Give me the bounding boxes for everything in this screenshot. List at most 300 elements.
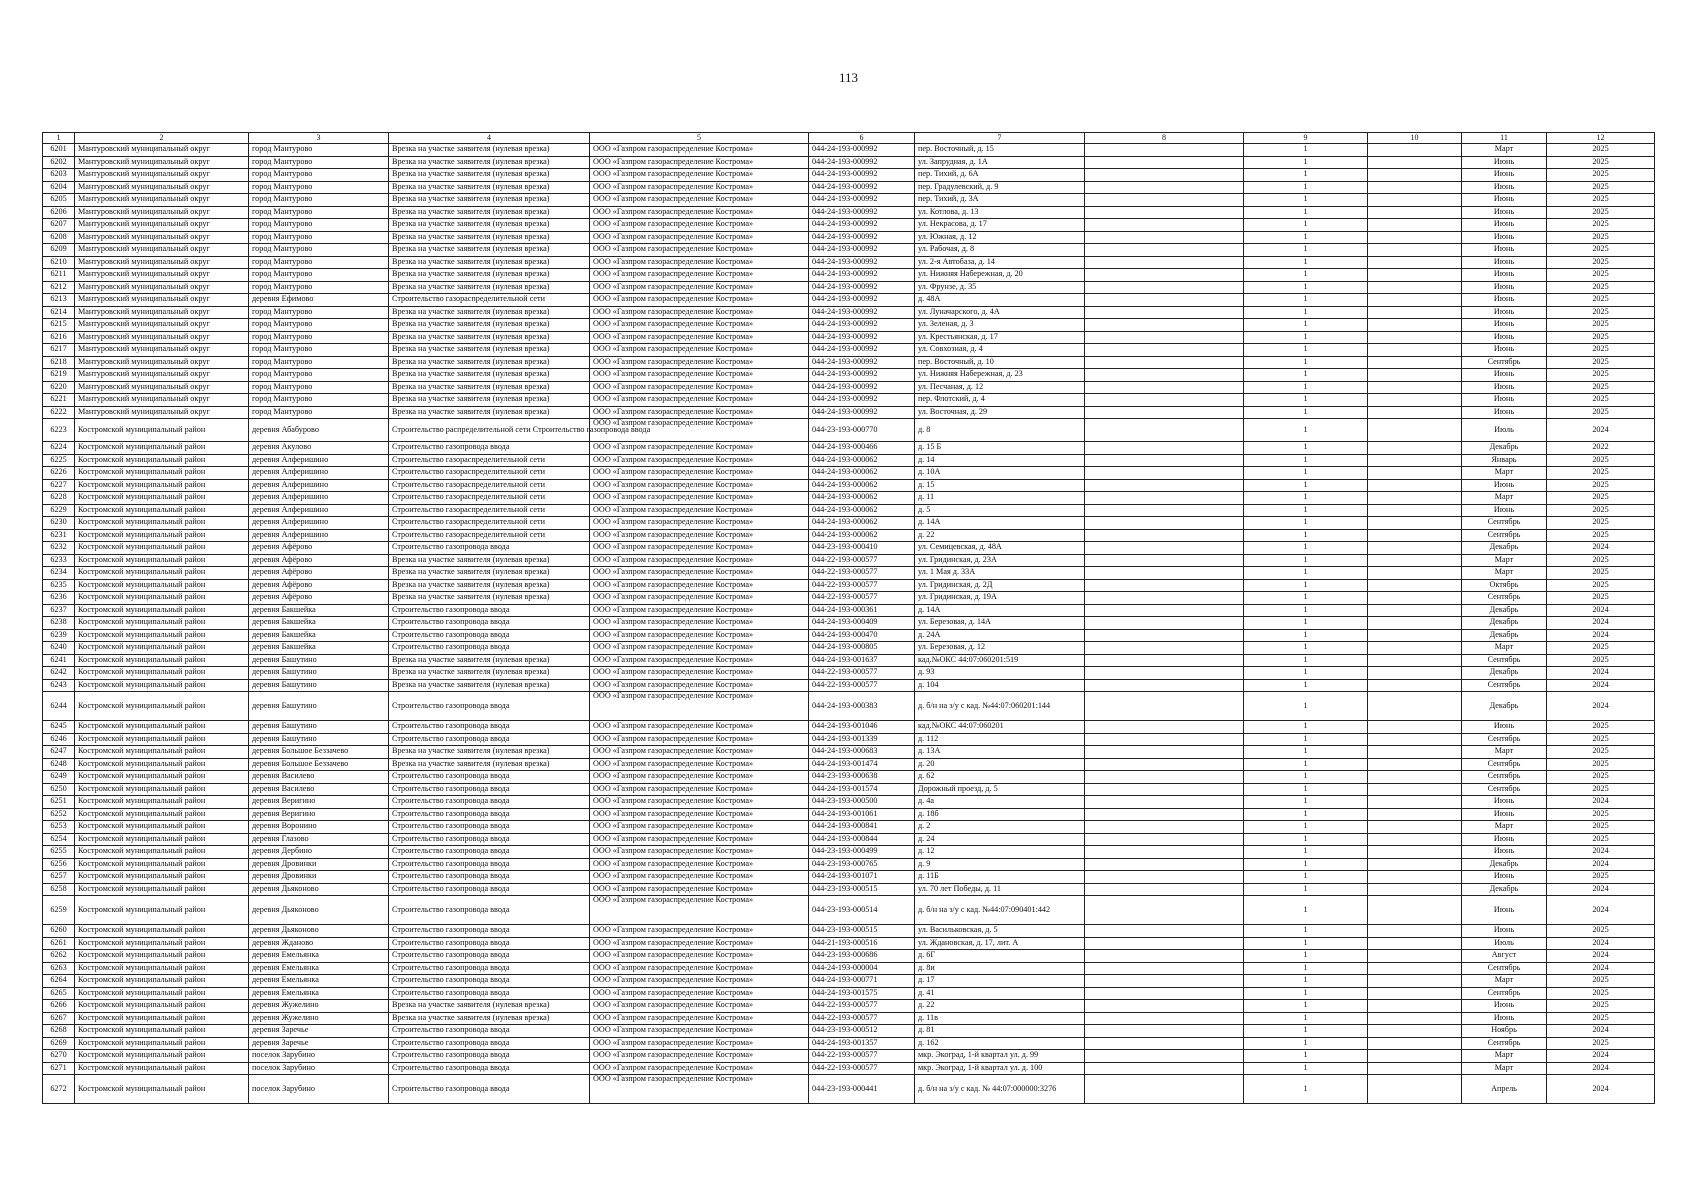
col-10-cell xyxy=(1368,269,1462,282)
organization-cell: ООО «Газпром газораспределение Кострома» xyxy=(590,144,809,157)
row-number-cell: 6235 xyxy=(43,579,75,592)
col-8-cell xyxy=(1085,294,1244,307)
municipality-cell: Мантуровский муниципальный округ xyxy=(75,206,249,219)
col-8-cell xyxy=(1085,517,1244,530)
month-cell: Июнь xyxy=(1462,256,1547,269)
table-row xyxy=(43,783,1655,796)
organization-cell: ООО «Газпром газораспределение Кострома» xyxy=(590,419,809,442)
quantity-cell: 1 xyxy=(1244,394,1368,407)
address-cell: д. 22 xyxy=(915,1000,1085,1013)
table-row xyxy=(43,319,1655,332)
month-cell: Июнь xyxy=(1462,369,1547,382)
col-8-cell xyxy=(1085,319,1244,332)
year-cell: 2025 xyxy=(1547,771,1655,784)
col-10-cell xyxy=(1368,381,1462,394)
contract-number-cell: 044-24-193-001061 xyxy=(809,808,915,821)
row-number-cell: 6265 xyxy=(43,987,75,1000)
organization-cell: ООО «Газпром газораспределение Кострома» xyxy=(590,219,809,232)
contract-number-cell: 044-24-193-000062 xyxy=(809,454,915,467)
year-cell: 2025 xyxy=(1547,381,1655,394)
row-number-cell: 6219 xyxy=(43,369,75,382)
row-number-cell: 6249 xyxy=(43,771,75,784)
contract-number-cell: 044-23-193-000686 xyxy=(809,950,915,963)
quantity-cell: 1 xyxy=(1244,206,1368,219)
month-cell: Сентябрь xyxy=(1462,783,1547,796)
table-row xyxy=(43,1075,1655,1104)
organization-cell: ООО «Газпром газораспределение Кострома» xyxy=(590,567,809,580)
contract-number-cell: 044-24-193-000466 xyxy=(809,442,915,455)
work-type-cell: Врезка на участке заявителя (нулевая врезка) xyxy=(389,169,590,182)
work-type-cell: Строительство газопровода ввода xyxy=(389,883,590,896)
table-row xyxy=(43,846,1655,859)
col-10-cell xyxy=(1368,733,1462,746)
quantity-cell: 1 xyxy=(1244,542,1368,555)
col-10-cell xyxy=(1368,796,1462,809)
col-8-cell xyxy=(1085,479,1244,492)
quantity-cell: 1 xyxy=(1244,1012,1368,1025)
work-type-cell: Строительство газопровода ввода xyxy=(389,858,590,871)
month-cell: Март xyxy=(1462,975,1547,988)
col-10-cell xyxy=(1368,783,1462,796)
col-10-cell xyxy=(1368,1000,1462,1013)
contract-number-cell: 044-22-193-000577 xyxy=(809,554,915,567)
settlement-cell: деревня Воронино xyxy=(249,821,389,834)
organization-cell: ООО «Газпром газораспределение Кострома» xyxy=(590,306,809,319)
organization-cell: ООО «Газпром газораспределение Кострома» xyxy=(590,281,809,294)
row-number-cell: 6264 xyxy=(43,975,75,988)
municipality-cell: Костромской муниципальный район xyxy=(75,419,249,442)
address-cell: ул. Запрудная, д. 1А xyxy=(915,156,1085,169)
address-cell: ул. Семицевская, д. 48А xyxy=(915,542,1085,555)
work-type-cell: Врезка на участке заявителя (нулевая врезка) xyxy=(389,156,590,169)
quantity-cell: 1 xyxy=(1244,783,1368,796)
address-cell: пер. Тихий, д. 6А xyxy=(915,169,1085,182)
organization-cell: ООО «Газпром газораспределение Кострома» xyxy=(590,846,809,859)
registry-table xyxy=(42,132,1655,1104)
header-row xyxy=(43,133,1655,144)
quantity-cell: 1 xyxy=(1244,194,1368,207)
year-cell: 2025 xyxy=(1547,306,1655,319)
table-row xyxy=(43,1000,1655,1013)
contract-number-cell: 044-22-193-000577 xyxy=(809,667,915,680)
table-row xyxy=(43,406,1655,419)
settlement-cell: деревня Василево xyxy=(249,771,389,784)
month-cell: Апрель xyxy=(1462,1075,1547,1104)
year-cell: 2025 xyxy=(1547,369,1655,382)
settlement-cell: деревня Емельянка xyxy=(249,950,389,963)
organization-cell: ООО «Газпром газораспределение Кострома» xyxy=(590,771,809,784)
organization-cell: ООО «Газпром газораспределение Кострома» xyxy=(590,331,809,344)
col-10-cell xyxy=(1368,617,1462,630)
col-10-cell xyxy=(1368,667,1462,680)
row-number-cell: 6272 xyxy=(43,1075,75,1104)
contract-number-cell: 044-23-193-000410 xyxy=(809,542,915,555)
table-header xyxy=(43,133,1655,144)
address-cell: пер. Восточный, д. 15 xyxy=(915,144,1085,157)
contract-number-cell: 044-23-193-000500 xyxy=(809,796,915,809)
settlement-cell: город Мантурово xyxy=(249,206,389,219)
table-row xyxy=(43,629,1655,642)
col-8-cell xyxy=(1085,821,1244,834)
contract-number-cell: 044-23-193-000514 xyxy=(809,896,915,925)
settlement-cell: деревня Дьяконово xyxy=(249,883,389,896)
col-8-cell xyxy=(1085,1025,1244,1038)
table-row xyxy=(43,679,1655,692)
col-8-cell xyxy=(1085,1037,1244,1050)
col-10-cell xyxy=(1368,746,1462,759)
organization-cell: ООО «Газпром газораспределение Кострома» xyxy=(590,925,809,938)
settlement-cell: деревня Башутино xyxy=(249,654,389,667)
address-cell: д. 14А xyxy=(915,604,1085,617)
settlement-cell: деревня Бакшейка xyxy=(249,629,389,642)
month-cell: Март xyxy=(1462,554,1547,567)
work-type-cell: Строительство газораспределительной сети xyxy=(389,517,590,530)
organization-cell: ООО «Газпром газораспределение Кострома» xyxy=(590,517,809,530)
organization-cell: ООО «Газпром газораспределение Кострома» xyxy=(590,504,809,517)
table-row xyxy=(43,1012,1655,1025)
municipality-cell: Костромской муниципальный район xyxy=(75,746,249,759)
quantity-cell: 1 xyxy=(1244,454,1368,467)
row-number-cell: 6204 xyxy=(43,181,75,194)
col-10-cell xyxy=(1368,517,1462,530)
municipality-cell: Костромской муниципальный район xyxy=(75,771,249,784)
table-row xyxy=(43,206,1655,219)
municipality-cell: Костромской муниципальный район xyxy=(75,1012,249,1025)
year-cell: 2025 xyxy=(1547,758,1655,771)
year-cell: 2024 xyxy=(1547,604,1655,617)
row-number-cell: 6229 xyxy=(43,504,75,517)
table-row xyxy=(43,871,1655,884)
column-header: 3 xyxy=(249,133,389,144)
month-cell: Март xyxy=(1462,567,1547,580)
row-number-cell: 6243 xyxy=(43,679,75,692)
municipality-cell: Костромской муниципальный район xyxy=(75,925,249,938)
col-8-cell xyxy=(1085,846,1244,859)
settlement-cell: город Мантурово xyxy=(249,356,389,369)
work-type-cell: Врезка на участке заявителя (нулевая врезка) xyxy=(389,369,590,382)
col-8-cell xyxy=(1085,796,1244,809)
address-cell: ул. Рабочая, д. 8 xyxy=(915,244,1085,257)
col-10-cell xyxy=(1368,987,1462,1000)
year-cell: 2024 xyxy=(1547,667,1655,680)
settlement-cell: поселок Зарубино xyxy=(249,1075,389,1104)
contract-number-cell: 044-22-193-000577 xyxy=(809,679,915,692)
month-cell: Июнь xyxy=(1462,394,1547,407)
month-cell: Июнь xyxy=(1462,181,1547,194)
settlement-cell: поселок Зарубино xyxy=(249,1062,389,1075)
row-number-cell: 6271 xyxy=(43,1062,75,1075)
work-type-cell: Врезка на участке заявителя (нулевая врезка) xyxy=(389,231,590,244)
work-type-cell: Строительство газораспределительной сети xyxy=(389,529,590,542)
organization-cell: ООО «Газпром газораспределение Кострома» xyxy=(590,231,809,244)
organization-cell: ООО «Газпром газораспределение Кострома» xyxy=(590,975,809,988)
quantity-cell: 1 xyxy=(1244,406,1368,419)
col-8-cell xyxy=(1085,492,1244,505)
contract-number-cell: 044-24-193-000992 xyxy=(809,231,915,244)
municipality-cell: Костромской муниципальный район xyxy=(75,579,249,592)
col-8-cell xyxy=(1085,1012,1244,1025)
settlement-cell: город Мантурово xyxy=(249,381,389,394)
table-row xyxy=(43,294,1655,307)
municipality-cell: Костромской муниципальный район xyxy=(75,604,249,617)
quantity-cell: 1 xyxy=(1244,796,1368,809)
row-number-cell: 6241 xyxy=(43,654,75,667)
row-number-cell: 6230 xyxy=(43,517,75,530)
settlement-cell: деревня Емельянка xyxy=(249,987,389,1000)
col-8-cell xyxy=(1085,808,1244,821)
col-10-cell xyxy=(1368,758,1462,771)
month-cell: Июнь xyxy=(1462,319,1547,332)
year-cell: 2024 xyxy=(1547,629,1655,642)
year-cell: 2024 xyxy=(1547,419,1655,442)
quantity-cell: 1 xyxy=(1244,181,1368,194)
settlement-cell: деревня Жужелино xyxy=(249,1012,389,1025)
municipality-cell: Костромской муниципальный район xyxy=(75,871,249,884)
address-cell: д. 81 xyxy=(915,1025,1085,1038)
year-cell: 2025 xyxy=(1547,975,1655,988)
quantity-cell: 1 xyxy=(1244,771,1368,784)
col-8-cell xyxy=(1085,156,1244,169)
col-10-cell xyxy=(1368,454,1462,467)
col-8-cell xyxy=(1085,169,1244,182)
col-8-cell xyxy=(1085,758,1244,771)
table-row xyxy=(43,567,1655,580)
month-cell: Сентябрь xyxy=(1462,733,1547,746)
settlement-cell: деревня Алферишино xyxy=(249,517,389,530)
month-cell: Март xyxy=(1462,746,1547,759)
month-cell: Сентябрь xyxy=(1462,962,1547,975)
month-cell: Июнь xyxy=(1462,331,1547,344)
settlement-cell: город Мантурово xyxy=(249,181,389,194)
work-type-cell: Строительство распределительной сети Строительство газопровода ввода xyxy=(389,419,590,442)
contract-number-cell: 044-24-193-000992 xyxy=(809,206,915,219)
municipality-cell: Костромской муниципальный район xyxy=(75,467,249,480)
settlement-cell: деревня Веригино xyxy=(249,796,389,809)
contract-number-cell: 044-24-193-000992 xyxy=(809,381,915,394)
address-cell: д. 112 xyxy=(915,733,1085,746)
contract-number-cell: 044-24-193-000992 xyxy=(809,394,915,407)
municipality-cell: Костромской муниципальный район xyxy=(75,667,249,680)
settlement-cell: деревня Башутино xyxy=(249,721,389,734)
address-cell: д. 18б xyxy=(915,808,1085,821)
address-cell: ул. Березовая, д. 12 xyxy=(915,642,1085,655)
municipality-cell: Костромской муниципальный район xyxy=(75,883,249,896)
table-row xyxy=(43,771,1655,784)
contract-number-cell: 044-24-193-000062 xyxy=(809,492,915,505)
quantity-cell: 1 xyxy=(1244,1050,1368,1063)
organization-cell: ООО «Газпром газораспределение Кострома» xyxy=(590,406,809,419)
quantity-cell: 1 xyxy=(1244,808,1368,821)
col-10-cell xyxy=(1368,1025,1462,1038)
row-number-cell: 6262 xyxy=(43,950,75,963)
municipality-cell: Костромской муниципальный район xyxy=(75,821,249,834)
settlement-cell: деревня Абабурово xyxy=(249,419,389,442)
municipality-cell: Костромской муниципальный район xyxy=(75,846,249,859)
municipality-cell: Костромской муниципальный район xyxy=(75,975,249,988)
col-10-cell xyxy=(1368,181,1462,194)
month-cell: Июнь xyxy=(1462,1000,1547,1013)
row-number-cell: 6220 xyxy=(43,381,75,394)
col-8-cell xyxy=(1085,1075,1244,1104)
page-number: 113 xyxy=(838,70,859,85)
address-cell: д. б/н на з/у с кад. №44:07:060201:144 xyxy=(915,692,1085,721)
row-number-cell: 6228 xyxy=(43,492,75,505)
work-type-cell: Строительство газопровода ввода xyxy=(389,617,590,630)
municipality-cell: Мантуровский муниципальный округ xyxy=(75,244,249,257)
table-row xyxy=(43,156,1655,169)
municipality-cell: Мантуровский муниципальный округ xyxy=(75,406,249,419)
col-10-cell xyxy=(1368,504,1462,517)
work-type-cell: Врезка на участке заявителя (нулевая врезка) xyxy=(389,181,590,194)
row-number-cell: 6215 xyxy=(43,319,75,332)
year-cell: 2025 xyxy=(1547,181,1655,194)
col-10-cell xyxy=(1368,833,1462,846)
table-row xyxy=(43,925,1655,938)
col-8-cell xyxy=(1085,1000,1244,1013)
organization-cell: ООО «Газпром газораспределение Кострома» xyxy=(590,244,809,257)
contract-number-cell: 044-24-193-001339 xyxy=(809,733,915,746)
year-cell: 2025 xyxy=(1547,579,1655,592)
table-row xyxy=(43,467,1655,480)
col-10-cell xyxy=(1368,1075,1462,1104)
organization-cell: ООО «Газпром газораспределение Кострома» xyxy=(590,858,809,871)
organization-cell: ООО «Газпром газораспределение Кострома» xyxy=(590,479,809,492)
address-cell: ул. 1 Мая д. 33А xyxy=(915,567,1085,580)
address-cell: ул. Васильковская, д. 5 xyxy=(915,925,1085,938)
col-8-cell xyxy=(1085,579,1244,592)
col-8-cell xyxy=(1085,592,1244,605)
col-10-cell xyxy=(1368,331,1462,344)
col-8-cell xyxy=(1085,331,1244,344)
settlement-cell: деревня Заречье xyxy=(249,1025,389,1038)
contract-number-cell: 044-24-193-000062 xyxy=(809,504,915,517)
address-cell: ул. Гридинская, д. 23А xyxy=(915,554,1085,567)
quantity-cell: 1 xyxy=(1244,492,1368,505)
contract-number-cell: 044-24-193-000062 xyxy=(809,517,915,530)
address-cell: д. б/н на з/у с кад. №44:07:090401:442 xyxy=(915,896,1085,925)
work-type-cell: Строительство газопровода ввода xyxy=(389,1037,590,1050)
month-cell: Декабрь xyxy=(1462,629,1547,642)
col-10-cell xyxy=(1368,679,1462,692)
row-number-cell: 6216 xyxy=(43,331,75,344)
address-cell: д. 62 xyxy=(915,771,1085,784)
registry-sheet xyxy=(42,132,1654,1104)
quantity-cell: 1 xyxy=(1244,381,1368,394)
settlement-cell: деревня Афёрово xyxy=(249,542,389,555)
quantity-cell: 1 xyxy=(1244,331,1368,344)
address-cell: ул. Зеленая, д. 3 xyxy=(915,319,1085,332)
settlement-cell: деревня Афёрово xyxy=(249,579,389,592)
address-cell: ул. Крестьянская, д. 17 xyxy=(915,331,1085,344)
address-cell: пер. Восточный, д. 10 xyxy=(915,356,1085,369)
quantity-cell: 1 xyxy=(1244,554,1368,567)
row-number-cell: 6258 xyxy=(43,883,75,896)
year-cell: 2025 xyxy=(1547,394,1655,407)
work-type-cell: Врезка на участке заявителя (нулевая врезка) xyxy=(389,356,590,369)
table-row xyxy=(43,419,1655,442)
row-number-cell: 6245 xyxy=(43,721,75,734)
contract-number-cell: 044-24-193-001357 xyxy=(809,1037,915,1050)
organization-cell: ООО «Газпром газораспределение Кострома» xyxy=(590,721,809,734)
row-number-cell: 6218 xyxy=(43,356,75,369)
contract-number-cell: 044-22-193-000577 xyxy=(809,1062,915,1075)
quantity-cell: 1 xyxy=(1244,1037,1368,1050)
organization-cell: ООО «Газпром газораспределение Кострома» xyxy=(590,950,809,963)
col-8-cell xyxy=(1085,783,1244,796)
settlement-cell: город Мантурово xyxy=(249,194,389,207)
municipality-cell: Костромской муниципальный район xyxy=(75,592,249,605)
quantity-cell: 1 xyxy=(1244,1075,1368,1104)
address-cell: ул. Песчаная, д. 12 xyxy=(915,381,1085,394)
year-cell: 2024 xyxy=(1547,883,1655,896)
settlement-cell: деревня Алферишино xyxy=(249,529,389,542)
row-number-cell: 6253 xyxy=(43,821,75,834)
settlement-cell: деревня Дьяконово xyxy=(249,925,389,938)
quantity-cell: 1 xyxy=(1244,950,1368,963)
organization-cell: ООО «Газпром газораспределение Кострома» xyxy=(590,369,809,382)
contract-number-cell: 044-24-193-000992 xyxy=(809,256,915,269)
column-header: 2 xyxy=(75,133,249,144)
work-type-cell: Строительство газопровода ввода xyxy=(389,937,590,950)
col-8-cell xyxy=(1085,871,1244,884)
work-type-cell: Строительство газопровода ввода xyxy=(389,833,590,846)
organization-cell: ООО «Газпром газораспределение Кострома» xyxy=(590,629,809,642)
quantity-cell: 1 xyxy=(1244,319,1368,332)
col-8-cell xyxy=(1085,629,1244,642)
address-cell: д. 41 xyxy=(915,987,1085,1000)
col-10-cell xyxy=(1368,256,1462,269)
col-10-cell xyxy=(1368,567,1462,580)
row-number-cell: 6260 xyxy=(43,925,75,938)
row-number-cell: 6252 xyxy=(43,808,75,821)
organization-cell: ООО «Газпром газораспределение Кострома» xyxy=(590,294,809,307)
organization-cell: ООО «Газпром газораспределение Кострома» xyxy=(590,1062,809,1075)
work-type-cell: Врезка на участке заявителя (нулевая врезка) xyxy=(389,394,590,407)
work-type-cell: Врезка на участке заявителя (нулевая врезка) xyxy=(389,194,590,207)
row-number-cell: 6233 xyxy=(43,554,75,567)
table-row xyxy=(43,808,1655,821)
work-type-cell: Врезка на участке заявителя (нулевая врезка) xyxy=(389,667,590,680)
settlement-cell: город Мантурово xyxy=(249,394,389,407)
table-row xyxy=(43,746,1655,759)
month-cell: Июнь xyxy=(1462,281,1547,294)
address-cell: д. 14А xyxy=(915,517,1085,530)
col-8-cell xyxy=(1085,256,1244,269)
row-number-cell: 6244 xyxy=(43,692,75,721)
municipality-cell: Костромской муниципальный район xyxy=(75,758,249,771)
col-10-cell xyxy=(1368,604,1462,617)
municipality-cell: Костромской муниципальный район xyxy=(75,492,249,505)
row-number-cell: 6270 xyxy=(43,1050,75,1063)
col-10-cell xyxy=(1368,925,1462,938)
col-10-cell xyxy=(1368,542,1462,555)
quantity-cell: 1 xyxy=(1244,369,1368,382)
municipality-cell: Костромской муниципальный район xyxy=(75,1050,249,1063)
month-cell: Декабрь xyxy=(1462,883,1547,896)
settlement-cell: деревня Афёрово xyxy=(249,567,389,580)
row-number-cell: 6251 xyxy=(43,796,75,809)
work-type-cell: Строительство газопровода ввода xyxy=(389,1075,590,1104)
table-row xyxy=(43,394,1655,407)
organization-cell: ООО «Газпром газораспределение Кострома» xyxy=(590,319,809,332)
year-cell: 2022 xyxy=(1547,442,1655,455)
address-cell: ул. Совхозная, д. 4 xyxy=(915,344,1085,357)
settlement-cell: деревня Ефимово xyxy=(249,294,389,307)
work-type-cell: Строительство газопровода ввода xyxy=(389,925,590,938)
row-number-cell: 6223 xyxy=(43,419,75,442)
col-8-cell xyxy=(1085,1050,1244,1063)
municipality-cell: Мантуровский муниципальный округ xyxy=(75,294,249,307)
